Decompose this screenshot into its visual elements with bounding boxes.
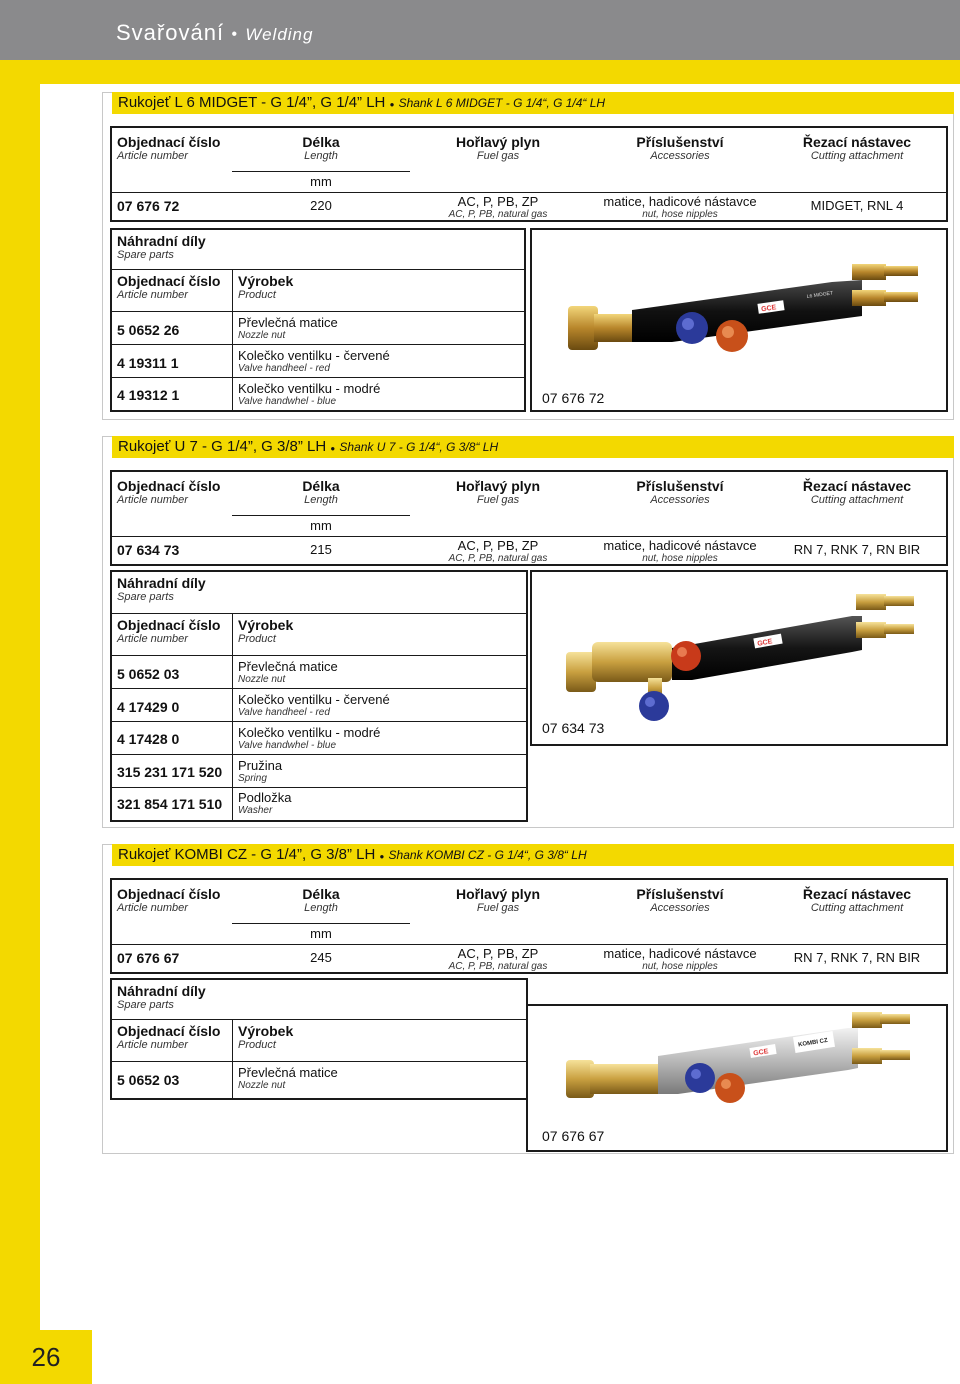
col-cut: Řezací nástavec: [802, 478, 912, 494]
col-acc: Příslušenství: [636, 478, 724, 494]
section-title-en: Shank KOMBI CZ - G 1/4“, G 3/8“ LH: [388, 848, 587, 862]
cut-value: MIDGET, RNL 4: [810, 198, 904, 213]
spare-col-product-en: Product: [238, 1039, 276, 1051]
spare-heading: Náhradní díly: [117, 233, 206, 249]
model-tag: KOMBI CZ: [797, 1037, 829, 1049]
spare-name-en: Nozzle nut: [238, 1080, 286, 1091]
col-fuel-en: Fuel gas: [476, 902, 520, 914]
spare-col-product: Výrobek: [238, 617, 294, 633]
spare-name: Převlečná matice: [238, 659, 338, 674]
spare-table: [110, 570, 528, 822]
acc-value: matice, hadicové nástavce: [603, 194, 757, 209]
product-photo-box: [530, 228, 948, 412]
spare-table: [110, 228, 526, 412]
section-title-cz: Rukojeť U 7 - G 1/4”, G 3/8” LH: [118, 438, 327, 455]
spare-col-article-en: Article number: [117, 289, 188, 301]
col-fuel-en: Fuel gas: [476, 150, 520, 162]
col-article-en: Article number: [117, 902, 188, 914]
spare-col-article: Objednací číslo: [117, 273, 221, 289]
top-band: [40, 60, 960, 84]
spare-heading-en: Spare parts: [117, 249, 174, 261]
article-number: 07 676 67: [117, 950, 180, 966]
gce-logo: GCE: [752, 1048, 769, 1058]
spare-name: Kolečko ventilku - modré: [238, 381, 381, 396]
cut-value: RN 7, RNK 7, RN BIR: [793, 542, 921, 557]
col-length: Délka: [302, 478, 340, 494]
page-header: [0, 0, 960, 60]
spare-table: [110, 978, 528, 1100]
spare-name: Kolečko ventilku - modré: [238, 725, 381, 740]
fuel-value-en: AC, P, PB, natural gas: [448, 961, 548, 972]
spare-name-en: Nozzle nut: [238, 674, 286, 685]
torch-handle-image: [532, 230, 946, 410]
cut-value: RN 7, RNK 7, RN BIR: [793, 950, 921, 965]
spare-col-product-en: Product: [238, 289, 276, 301]
spare-number: 5 0652 03: [117, 1072, 180, 1088]
spare-name: Převlečná matice: [238, 315, 338, 330]
spare-name-en: Valve handwhel - blue: [238, 740, 337, 751]
acc-value-en: nut, hose nipples: [642, 961, 718, 972]
spare-name-en: Washer: [238, 805, 273, 816]
unit-mm: mm: [310, 518, 332, 533]
acc-value: matice, hadicové nástavce: [603, 538, 757, 553]
spare-col-article: Objednací číslo: [117, 617, 221, 633]
col-acc: Příslušenství: [636, 134, 724, 150]
col-cut-en: Cutting attachment: [810, 902, 904, 914]
spare-number: 4 17429 0: [117, 699, 180, 715]
col-length-en: Length: [304, 150, 338, 162]
spare-number: 321 854 171 510: [117, 796, 223, 812]
photo-label: 07 676 72: [542, 390, 605, 406]
acc-value-en: nut, hose nipples: [642, 209, 718, 220]
section-title-cz: Rukojeť KOMBI CZ - G 1/4”, G 3/8” LH: [118, 846, 376, 863]
col-article: Objednací číslo: [117, 134, 221, 150]
section-title-cz: Rukojeť L 6 MIDGET - G 1/4”, G 1/4” LH: [118, 94, 386, 111]
col-article-en: Article number: [117, 494, 188, 506]
photo-label: 07 676 67: [542, 1128, 605, 1144]
spare-col-product-en: Product: [238, 633, 276, 645]
spare-name-en: Spring: [238, 773, 267, 784]
spare-number: 4 17428 0: [117, 731, 180, 747]
col-fuel: Hořlavý plyn: [455, 886, 541, 902]
header-title-en: Welding: [245, 25, 314, 44]
length-value: 220: [310, 198, 332, 213]
section-title: Rukojeť KOMBI CZ - G 1/4”, G 3/8” LH ● Shank KOMBI CZ - G 1/4“, G 3/8“ LH: [112, 844, 954, 866]
spare-col-article-en: Article number: [117, 633, 188, 645]
fuel-value: AC, P, PB, ZP: [457, 538, 539, 553]
spare-heading: Náhradní díly: [117, 575, 206, 591]
spare-name-en: Valve handheel - red: [238, 363, 330, 374]
spare-name: Kolečko ventilku - červené: [238, 348, 390, 363]
col-acc: Příslušenství: [636, 886, 724, 902]
spare-col-product: Výrobek: [238, 1023, 294, 1039]
col-cut: Řezací nástavec: [802, 886, 912, 902]
spare-col-article-en: Article number: [117, 1039, 188, 1051]
col-acc-en: Accessories: [650, 902, 710, 914]
col-article: Objednací číslo: [117, 886, 221, 902]
spare-name-en: Valve handwhel - blue: [238, 396, 337, 407]
spare-name: Podložka: [238, 790, 292, 805]
product-photo-box: [526, 1004, 948, 1152]
header-title-cz: Svařování: [116, 20, 225, 45]
fuel-value-en: AC, P, PB, natural gas: [448, 209, 548, 220]
acc-value: matice, hadicové nástavce: [603, 946, 757, 961]
gce-logo: GCE: [756, 638, 773, 648]
gce-logo: GCE: [760, 304, 777, 314]
spare-name-en: Nozzle nut: [238, 330, 286, 341]
acc-value-en: nut, hose nipples: [642, 553, 718, 564]
main-table: [110, 126, 948, 222]
spare-heading-en: Spare parts: [117, 999, 174, 1011]
main-table: [110, 878, 948, 974]
page-number: 26: [0, 1330, 92, 1384]
col-length: Délka: [302, 134, 340, 150]
col-length-en: Length: [304, 494, 338, 506]
spare-heading-en: Spare parts: [117, 591, 174, 603]
col-article: Objednací číslo: [117, 478, 221, 494]
fuel-value: AC, P, PB, ZP: [457, 194, 539, 209]
fuel-value: AC, P, PB, ZP: [457, 946, 539, 961]
col-fuel-en: Fuel gas: [476, 494, 520, 506]
section-title-en: Shank L 6 MIDGET - G 1/4“, G 1/4“ LH: [398, 96, 606, 110]
spare-name: Pružina: [238, 758, 283, 773]
length-value: 215: [310, 542, 332, 557]
spare-col-article: Objednací číslo: [117, 1023, 221, 1039]
side-band: [0, 60, 40, 1384]
section-title: Rukojeť L 6 MIDGET - G 1/4”, G 1/4” LH ● Shank L 6 MIDGET - G 1/4“, G 1/4“ LH: [112, 92, 954, 114]
spare-number: 5 0652 03: [117, 666, 180, 682]
product-photo-box: [530, 570, 948, 746]
model-tag: L6 MIDGET: [806, 290, 834, 300]
col-length: Délka: [302, 886, 340, 902]
spare-name-en: Valve handheel - red: [238, 707, 330, 718]
section-title-en: Shank U 7 - G 1/4“, G 3/8“ LH: [339, 440, 499, 454]
header-title: Svařování ● Welding: [116, 20, 314, 45]
spare-number: 4 19311 1: [117, 355, 179, 371]
main-table: [110, 470, 948, 566]
spare-number: 315 231 171 520: [117, 764, 223, 780]
col-article-en: Article number: [117, 150, 188, 162]
photo-label: 07 634 73: [542, 720, 605, 736]
spare-number: 4 19312 1: [117, 387, 180, 403]
col-length-en: Length: [304, 902, 338, 914]
col-cut-en: Cutting attachment: [810, 150, 904, 162]
torch-handle-image: [532, 572, 946, 744]
fuel-value-en: AC, P, PB, natural gas: [448, 553, 548, 564]
col-cut-en: Cutting attachment: [810, 494, 904, 506]
col-acc-en: Accessories: [650, 494, 710, 506]
col-fuel: Hořlavý plyn: [455, 134, 541, 150]
unit-mm: mm: [310, 926, 332, 941]
article-number: 07 634 73: [117, 542, 180, 558]
spare-col-product: Výrobek: [238, 273, 294, 289]
spare-name: Převlečná matice: [238, 1065, 338, 1080]
col-cut: Řezací nástavec: [802, 134, 912, 150]
spare-heading: Náhradní díly: [117, 983, 206, 999]
article-number: 07 676 72: [117, 198, 180, 214]
spare-number: 5 0652 26: [117, 322, 180, 338]
col-fuel: Hořlavý plyn: [455, 478, 541, 494]
unit-mm: mm: [310, 174, 332, 189]
spare-name: Kolečko ventilku - červené: [238, 692, 390, 707]
col-acc-en: Accessories: [650, 150, 710, 162]
length-value: 245: [310, 950, 332, 965]
section-title: Rukojeť U 7 - G 1/4”, G 3/8” LH ● Shank U 7 - G 1/4“, G 3/8“ LH: [112, 436, 954, 458]
